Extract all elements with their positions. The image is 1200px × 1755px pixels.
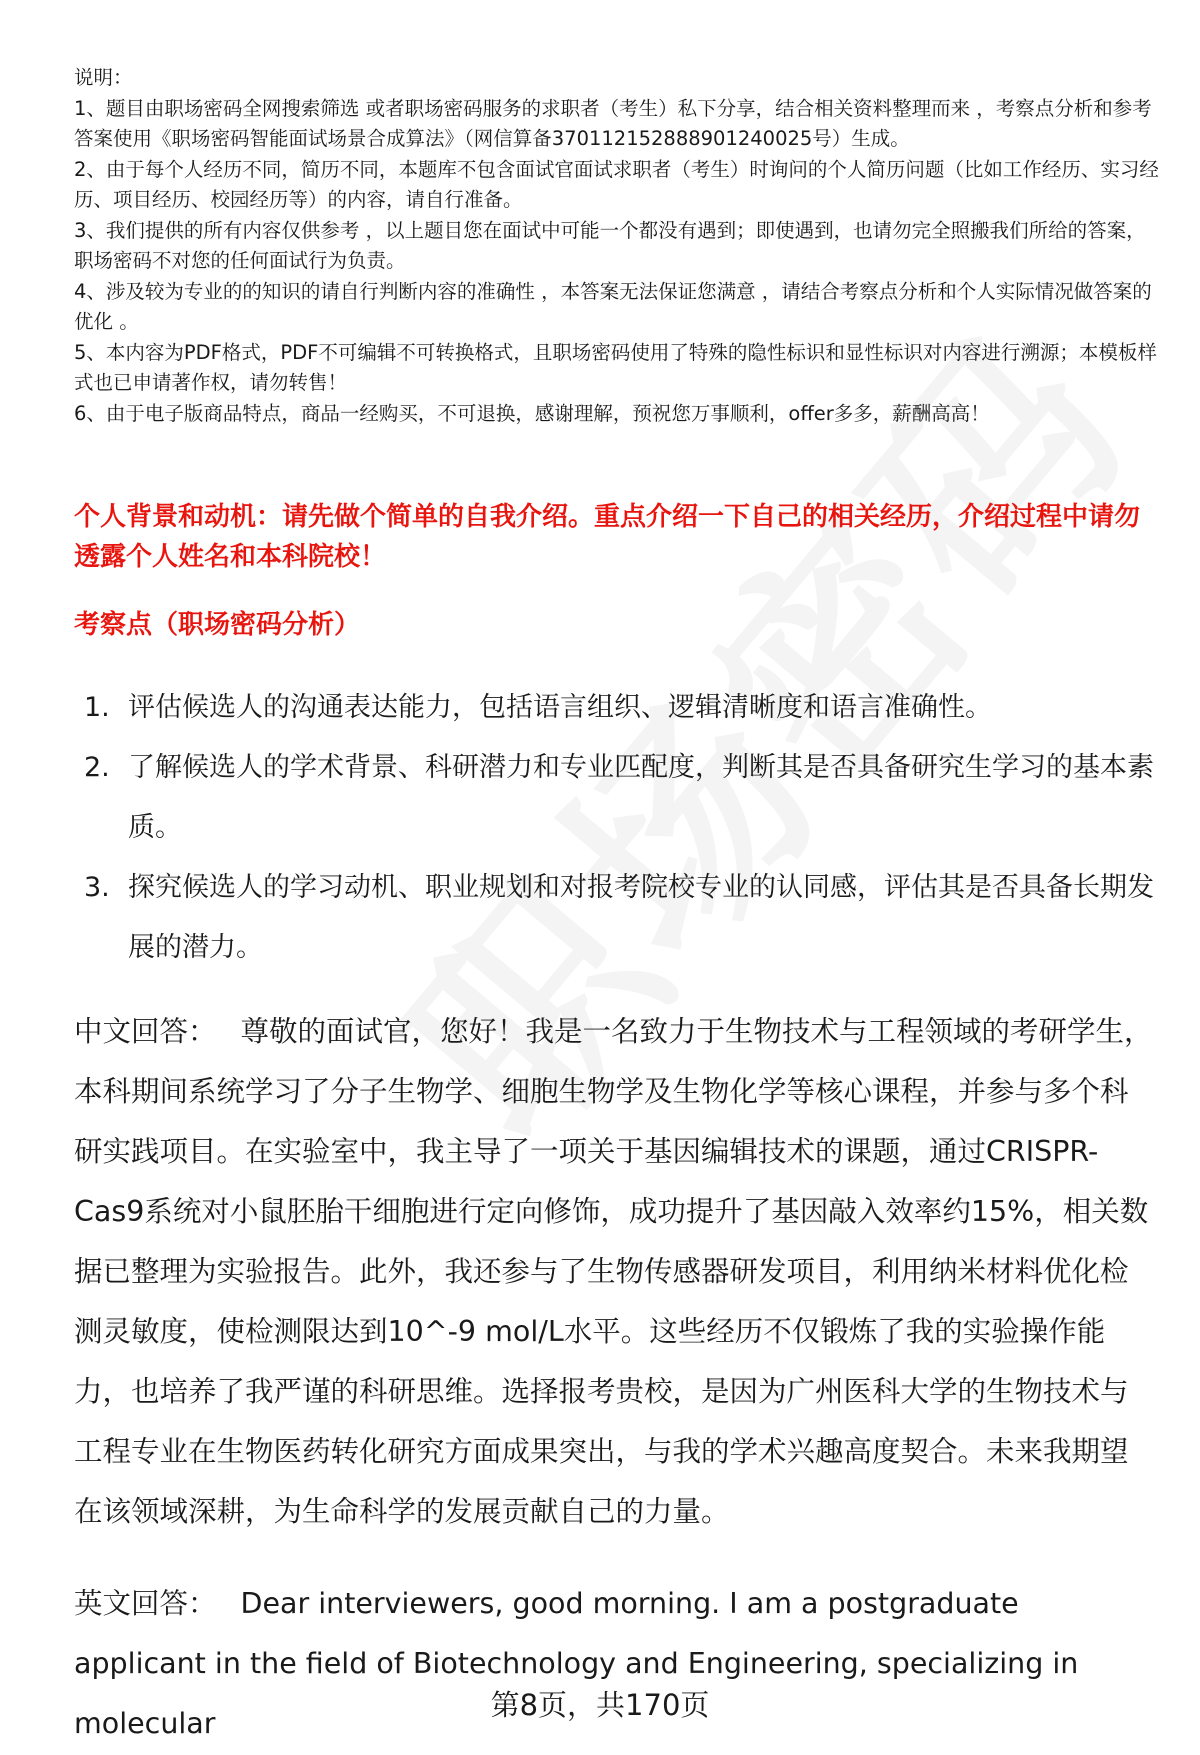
list-number: 3. [84,872,110,903]
list-item-text: 评估候选人的沟通表达能力，包括语言组织、逻辑清晰度和语言准确性。 [128,692,992,723]
english-answer-label: 英文回答： [74,1587,217,1620]
list-number: 1. [84,692,110,723]
chinese-answer-label: 中文回答： [74,1015,217,1048]
note-item: 3、我们提供的所有内容仅供参考 ，以上题目您在面试中可能一个都没有遇到；即使遇到，也请勿完全照搬我们所给的答案，职场密码不对您的任何面试行为负责。 [74,218,1146,272]
chinese-answer [74,1002,1154,1542]
analysis-points [74,678,1154,978]
list-item [74,678,1154,738]
analysis-title: 考察点（职场密码分析） [74,610,361,640]
list-item-text: 探究候选人的学习动机、职业规划和对报考院校专业的认同感，评估其是否具备长期发展的潜力。 [128,872,1154,963]
interview-question: 个人背景和动机：请先做个简单的自我介绍。重点介绍一下自己的相关经历，介绍过程中请勿透露个人姓名和本科院校！ [74,502,1141,572]
english-answer [74,1574,1154,1754]
disclaimer-notes [74,63,1164,429]
list-item [74,858,1154,978]
list-number: 2. [84,752,110,783]
note-item: 6、由于电子版商品特点，商品一经购买，不可退换，感谢理解，预祝您万事顺利，offer多多，薪酬高高！ [74,401,990,425]
note-item: 4、涉及较为专业的的知识的请自行判断内容的准确性 ，本答案无法保证您满意 ，请结合考察点分析和个人实际情况做答案的优化 。 [74,279,1152,333]
english-answer-text: Dear interviewers, good morning. I am a postgraduate applicant in the field of Biotechnology and Engineering, specializing in molecular [74,1587,1079,1740]
notes-heading: 说明： [74,66,133,89]
page-number: 第8页，共170页 [490,1688,710,1722]
note-item: 2、由于每个人经历不同，简历不同，本题库不包含面试官面试求职者（考生）时询问的个人简历问题（比如工作经历、实习经历、项目经历、校园经历等）的内容，请自行准备。 [74,157,1159,211]
list-item-text: 了解候选人的学术背景、科研潜力和专业匹配度，判断其是否具备研究生学习的基本素质。 [128,752,1154,843]
list-item [74,738,1154,858]
note-item: 5、本内容为PDF格式，PDF不可编辑不可转换格式，且职场密码使用了特殊的隐性标识和显性标识对内容进行溯源；本模板样式也已申请著作权，请勿转售！ [74,340,1157,394]
chinese-answer-text: 尊敬的面试官，您好！我是一名致力于生物技术与工程领域的考研学生，本科期间系统学习了分子生物学、细胞生物学及生物化学等核心课程，并参与多个科研实践项目。在实验室中，我主导了一项关于基因编辑技术的课题，通过CRISPR-Cas9系统对小鼠胚胎干细胞进行定向修饰，成功提升了基因敲入效率约15%，相关数据已整理为实验报告。此外，我还参与了生物传感器研发项目，利用纳米材料优化检测灵敏度，使检测限达到10^-9 mol/L水平。这些经历不仅锻炼了我的实验操作能力，也培养了我严谨的科研思维。选择报考贵校，是因为广州医科大学的生物技术与工程专业在生物医药转化研究方面成果突出，与我的学术兴趣高度契合。未来我期望在该领域深耕，为生命科学的发展贡献自己的力量。 [74,1015,1153,1528]
note-item: 1、题目由职场密码全网搜索筛选 或者职场密码服务的求职者（考生）私下分享，结合相关资料整理而来 ，考察点分析和参考答案使用《职场密码智能面试场景合成算法》（网信算备370112152888901240025号）生成。 [74,96,1152,150]
